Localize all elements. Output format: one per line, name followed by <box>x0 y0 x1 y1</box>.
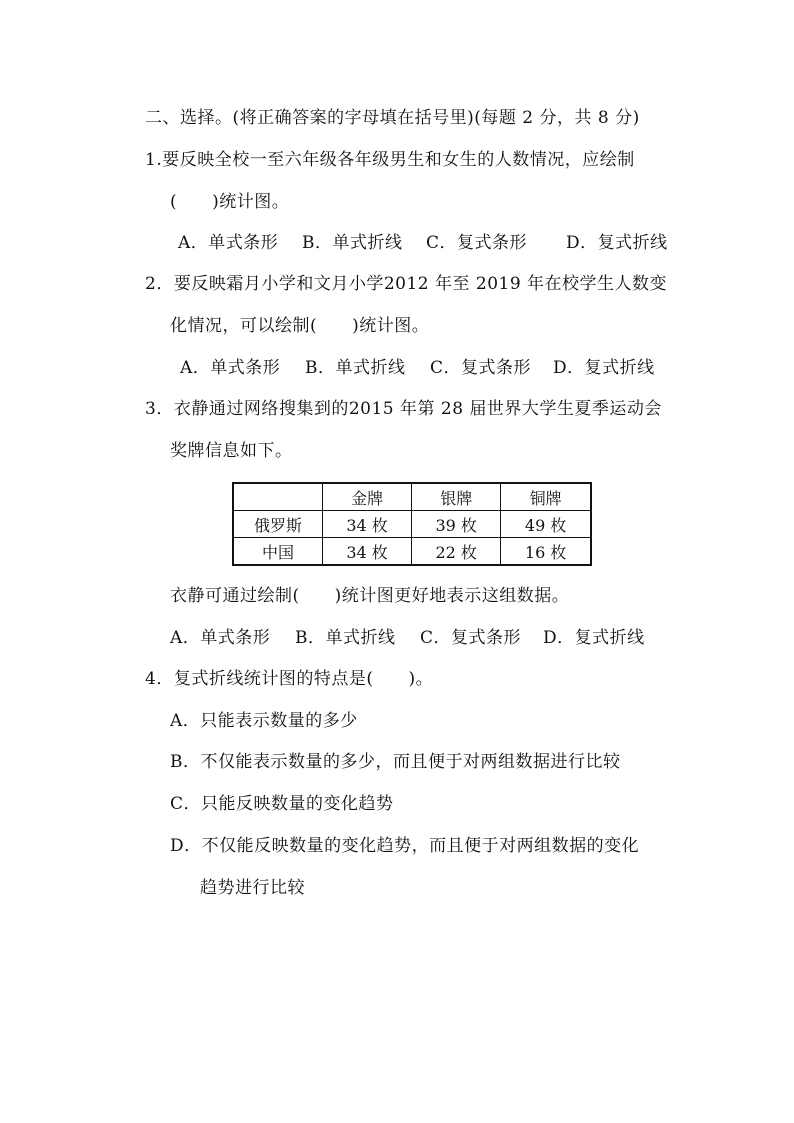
question-1-option-c: C．复式条形 <box>426 233 528 253</box>
table-row <box>233 511 591 538</box>
question-3-line-3: 衣静可通过绘制( )统计图更好地表示这组数据。 <box>170 586 570 606</box>
question-1-option-a: A．单式条形 <box>178 233 279 253</box>
question-1-line-1: 1.要反映全校一至六年级各年级男生和女生的人数情况，应绘制 <box>145 150 635 170</box>
question-4-option-c: C．只能反映数量的变化趋势 <box>170 794 394 814</box>
table-header-cell: 银牌 <box>412 483 501 511</box>
medal-table <box>232 482 592 566</box>
table-header-row <box>233 483 591 511</box>
table-header-cell: 铜牌 <box>501 483 591 511</box>
question-4-option-d-line-1: D．不仅能反映数量的变化趋势，而且便于对两组数据的变化 <box>170 836 640 856</box>
question-1-option-d: D．复式折线 <box>566 233 668 253</box>
question-4-line-1: 4．复式折线统计图的特点是( )。 <box>145 669 434 689</box>
question-4-option-a: A．只能表示数量的多少 <box>170 711 358 731</box>
table-cell: 34 枚 <box>323 511 412 538</box>
question-3-line-1: 3．衣静通过网络搜集到的2015 年第 28 届世界大学生夏季运动会 <box>145 399 662 419</box>
question-3-line-2: 奖牌信息如下。 <box>170 441 293 461</box>
table-cell: 49 枚 <box>501 511 591 538</box>
question-2-option-a: A．单式条形 <box>180 358 281 378</box>
question-3-option-b: B．单式折线 <box>295 628 396 648</box>
question-1-line-2: ( )统计图。 <box>170 192 290 212</box>
table-cell: 22 枚 <box>412 538 501 566</box>
table-cell: 16 枚 <box>501 538 591 566</box>
question-3-option-c: C．复式条形 <box>420 628 522 648</box>
table-cell: 39 枚 <box>412 511 501 538</box>
table-cell: 34 枚 <box>323 538 412 566</box>
table-cell: 俄罗斯 <box>233 511 323 538</box>
question-4-option-b: B．不仅能表示数量的多少，而且便于对两组数据进行比较 <box>170 752 621 772</box>
question-3-option-d: D．复式折线 <box>543 628 645 648</box>
question-4-option-d-line-2: 趋势进行比较 <box>200 878 305 898</box>
question-2-line-2: 化情况，可以绘制( )统计图。 <box>170 316 430 336</box>
question-2-line-1: 2．要反映霜月小学和文月小学2012 年至 2019 年在校学生人数变 <box>145 274 668 294</box>
table-header-cell <box>233 483 323 511</box>
table-row <box>233 538 591 566</box>
section-header: 二、选择。(将正确答案的字母填在括号里)(每题 2 分，共 8 分) <box>145 108 640 128</box>
table-cell: 中国 <box>233 538 323 566</box>
question-2-option-d: D．复式折线 <box>553 358 655 378</box>
question-2-option-c: C．复式条形 <box>430 358 532 378</box>
table-header-cell: 金牌 <box>323 483 412 511</box>
question-2-option-b: B．单式折线 <box>305 358 406 378</box>
question-1-option-b: B．单式折线 <box>302 233 403 253</box>
question-3-option-a: A．单式条形 <box>170 628 271 648</box>
